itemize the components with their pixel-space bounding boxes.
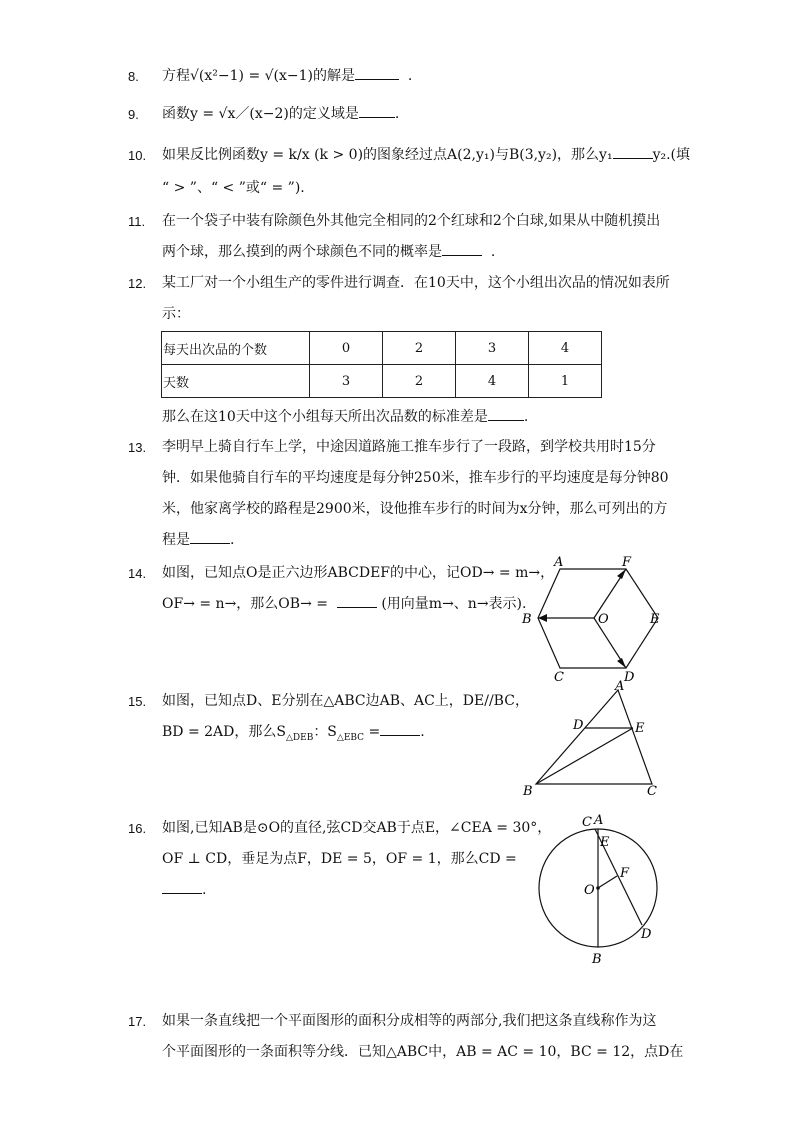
triangle-abc [536,690,652,784]
question-text: 米，他家离学校的路程是2900米，设他推车步行的时间为x分钟，那么可列出的方 [162,501,668,517]
answer-blank[interactable] [355,65,399,80]
question-text: ：S [313,724,337,740]
question-text: 如图，已知点D、E分别在△ABC边AB、AC上，DE//BC， [162,693,529,709]
question-text-end: . [202,882,207,898]
label-a: A [594,813,604,828]
table-cell: 2 [383,365,456,398]
question-number: 16. [128,821,147,836]
question-text: 个平面图形的一条面积等分线．已知△ABC中，AB = AC = 10，BC = 12，点D在 [162,1044,684,1060]
label-b: B [522,612,532,627]
question-text: 在一个袋子中装有除颜色外其他完全相同的2个红球和2个白球,如果从中随机摸出 [162,213,661,229]
answer-blank[interactable] [613,144,653,159]
question-text: 方程√(x²−1) = √(x−1)的解是 [162,68,355,84]
table-cell: 3 [310,365,383,398]
table-header-cell: 每天出次品的个数 [162,332,310,365]
label-a: A [554,555,564,570]
question-number: 14. [128,566,147,581]
question-text: 如果一条直线把一个平面图形的面积分成相等的两部分,我们把这条直线称作为这 [162,1013,657,1029]
question-text: 李明早上骑自行车上学，中途因道路施工推车步行了一段路，到学校共用时15分 [162,439,656,455]
triangle-figure [516,678,666,800]
table-cell: 1 [529,365,602,398]
segment-of [598,876,617,888]
question-text: BD = 2AD，那么S [162,724,286,740]
question-number: 12. [128,276,147,291]
label-a: A [615,679,625,694]
circle-figure [530,810,670,970]
table-header-cell: 天数 [162,365,310,398]
label-b: B [592,952,602,967]
question-text: 如图,已知AB是⊙O的直径,弦CD交AB于点E，∠CEA = 30°， [162,820,552,836]
label-f: F [620,866,630,881]
table-cell: 3 [456,332,529,365]
label-f: F [622,555,632,570]
question-text: 那么在这10天中这个小组每天所出次品数的标准差是 [162,409,488,425]
question-number: 8. [128,69,139,84]
label-o: O [584,883,595,898]
center-point [596,886,600,890]
label-d: D [624,670,635,684]
question-text-end: . [523,409,529,425]
answer-blank[interactable] [337,593,377,608]
question-text: (用向量m→、n→表示). [381,596,527,612]
question-number: 17. [128,1014,147,1029]
subscript: △EBC [336,732,365,743]
question-number: 15. [128,694,147,709]
question-text: 钟．如果他骑自行车的平均速度是每分钟250米，推车步行的平均速度是每分钟80 [162,470,669,486]
question-text: y₂.(填 [652,147,690,163]
hexagon-figure [516,552,676,684]
question-text-end: . [394,106,400,122]
defect-table [161,331,602,398]
answer-blank[interactable] [190,529,230,544]
question-text: 函数y = √x／(x−2)的定义域是 [162,106,359,122]
question-text-end: . [407,68,413,84]
label-c: C [582,815,592,830]
question-text: 程是 [162,532,190,548]
arrowhead-d [617,658,626,668]
label-e: E [635,721,645,736]
table-cell: 4 [456,365,529,398]
question-text-end: . [420,724,425,740]
table-row [162,365,602,398]
question-text: 如图，已知点O是正六边形ABCDEF的中心，记OD→ = m→， [162,565,555,581]
segment-be [536,728,633,784]
question-text: 某工厂对一个小组生产的零件进行调查．在10天中，这个小组出次品的情况如表所 [162,275,670,291]
label-d: D [573,718,584,733]
arrowhead-f [617,569,626,579]
label-e: E [650,612,660,627]
label-o: O [598,612,609,627]
question-text: 两个球，那么摸到的两个球颜色不同的概率是 [162,244,442,260]
question-text: 如果反比例函数y = k/x (k > 0)的图象经过点A(2,y₁)与B(3,y₂)，那么y₁ [162,147,613,163]
table-cell: 0 [310,332,383,365]
answer-blank[interactable] [359,103,395,118]
answer-blank[interactable] [162,879,202,894]
question-text-end: . [490,244,496,260]
question-text: OF ⊥ CD，垂足为点F，DE = 5，OF = 1，那么CD = [162,851,517,867]
label-e: E [600,835,610,850]
label-c: C [647,784,657,799]
answer-blank[interactable] [442,241,482,256]
answer-blank[interactable] [380,721,420,736]
question-number: 13. [128,440,147,455]
table-row [162,332,602,365]
question-number: 9. [128,107,139,122]
question-text: OF→ = n→，那么OB→ = [162,596,328,612]
table-cell: 2 [383,332,456,365]
question-text: 示： [162,306,190,322]
answer-blank[interactable] [488,406,524,421]
label-d: D [641,927,652,942]
subscript: △DEB [285,732,314,743]
label-b: B [523,784,533,799]
question-text-end: . [230,532,235,548]
table-cell: 4 [529,332,602,365]
question-text: = [364,724,381,740]
question-number: 10. [128,148,147,163]
question-number: 11. [128,214,146,229]
question-text: “ > ”、“ < ”或“ = ”). [162,180,305,196]
label-c: C [554,670,564,684]
